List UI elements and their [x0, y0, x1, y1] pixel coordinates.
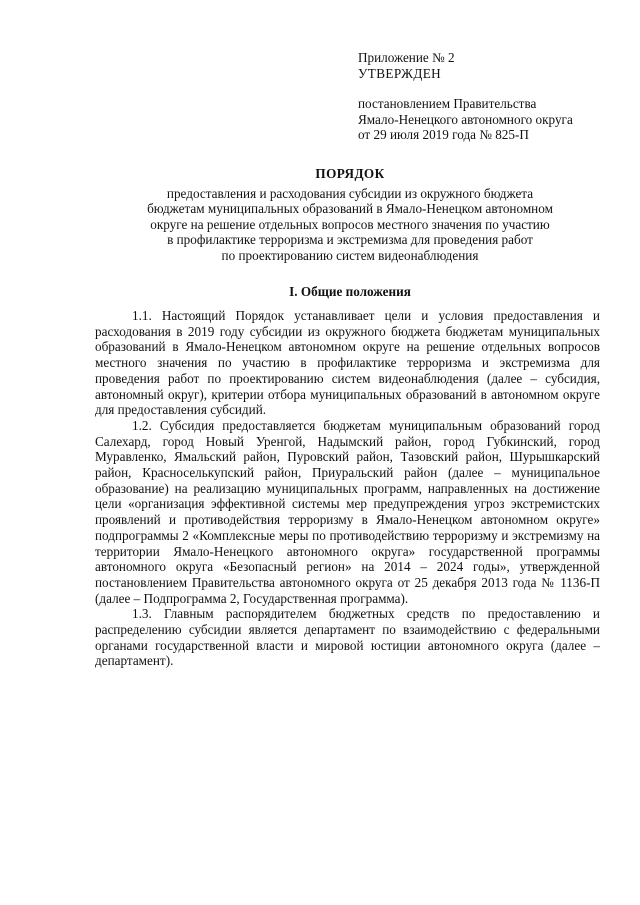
subtitle-line: предоставления и расходования субсидии из окружного бюджета: [166, 185, 534, 201]
appendix-line-1: постановлением Правительства: [358, 96, 537, 111]
document-title: ПОРЯДОК: [315, 166, 385, 181]
appendix-stamp: [358, 50, 573, 143]
appendix-line-3: от 29 июля 2019 года № 825-П: [358, 127, 529, 142]
appendix-spacer: [358, 81, 573, 96]
paragraph-1-3: 1.3. Главным распорядителем бюджетных средств по предоставлению и распределению субсидии является департамент по взаимодействию с федеральными органами государственной власти и мировой юстиции автономного округа (далее – департамент).: [95, 606, 600, 669]
subtitle-line: бюджетам муниципальных образований в Ямало-Ненецком автономном: [147, 201, 553, 217]
section-heading: I. Общие положения: [289, 284, 411, 299]
subtitle-line: по проектированию систем видеонаблюдения: [221, 247, 479, 263]
subtitle-line: в профилактике терроризма и экстремизма для проведения работ: [167, 232, 533, 248]
subtitle-line: округе на решение отдельных вопросов местного значения по участию: [150, 216, 550, 232]
document-title-block: [80, 166, 620, 264]
approved-label: УТВЕРЖДЕН: [358, 65, 442, 81]
paragraph-1-2: 1.2. Субсидия предоставляется бюджетам муниципальным образований город Салехард, город Новый Уренгой, Надымский район, город Губкинский, город Муравленко, Ямальский район, Пуровский район, Тазовский район, Шурышкарский район, Красноселькупский район, Приуральский район (далее – муниципальное образование) на реализацию муниципальных программ, направленных на достижение цели «организация эффективной системы мер предупреждения угроз экстремистских проявлений и противодействия терроризму в Ямало-Ненецком автономном округе» подпрограммы 2 «Комплексные меры по противодействию терроризму и экстремизму на территории Ямало-Ненецкого автономного округа» государственной программы автономного округа «Безопасный регион» на 2014 – 2024 годы», утвержденной постановлением Правительства автономного округа от 25 декабря 2013 года № 1136-П (далее – Подпрограмма 2, Государственная программа).: [95, 417, 600, 606]
document-body: [95, 308, 600, 669]
appendix-number: Приложение № 2: [358, 50, 455, 65]
appendix-line-2: Ямало-Ненецкого автономного округа: [358, 111, 573, 127]
paragraph-1-1: 1.1. Настоящий Порядок устанавливает цели и условия предоставления и расходования в 2019 году субсидии из окружного бюджета бюджетам муниципальных образований в Ямало-Ненецком автономном округе на решение отдельных вопросов местного значения по участию в профилактике терроризма и экстремизма для проведения работ по проектированию систем видеонаблюдения (далее – субсидия, автономный округ), критерии отбора муниципальных образований в автономном округе для предоставления субсидий.: [95, 308, 600, 418]
